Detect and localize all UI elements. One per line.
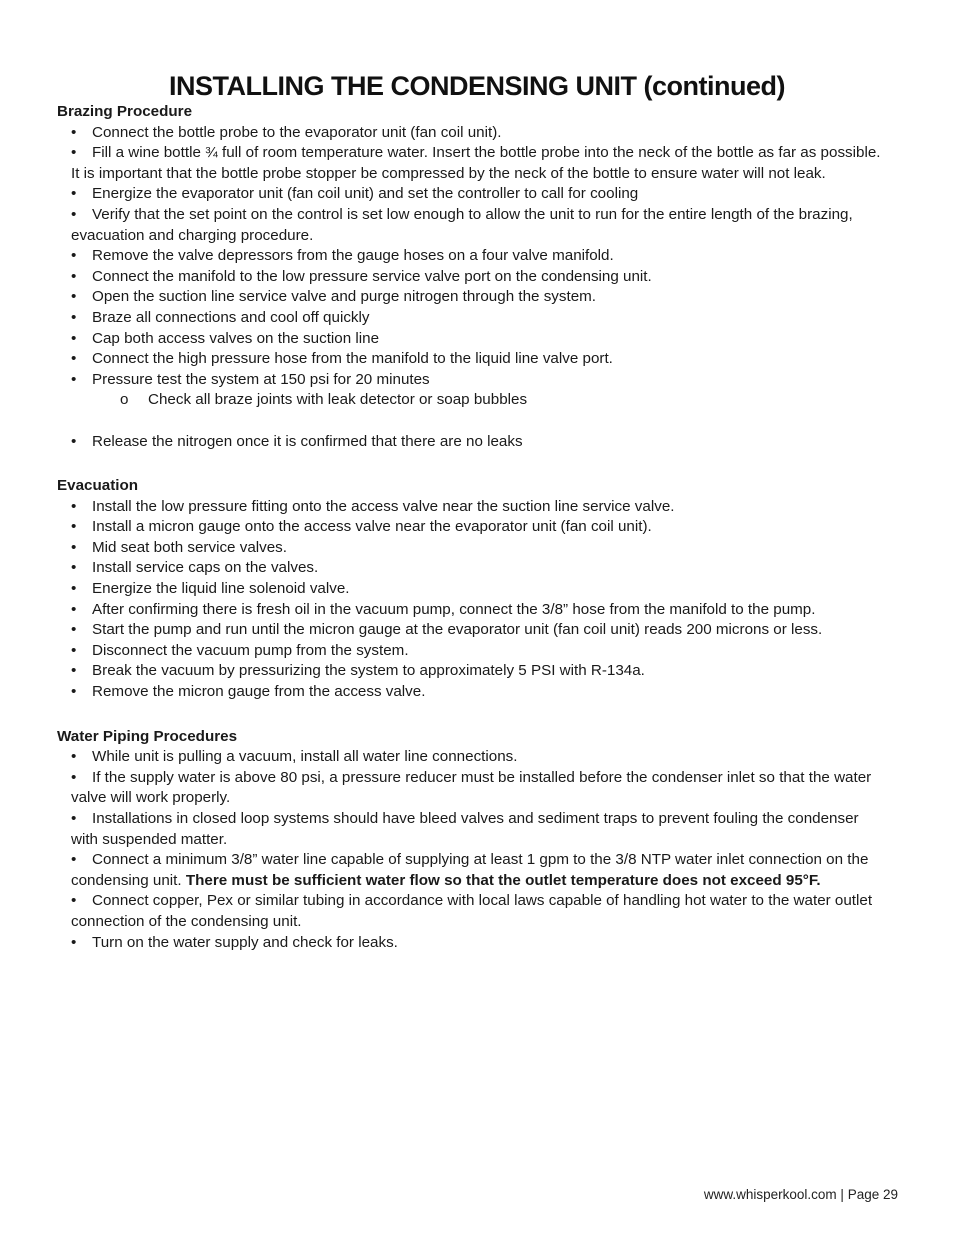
list-item: • Break the vacuum by pressurizing the system to approximately 5 PSI with R-134a. xyxy=(57,661,887,682)
list-item: • Disconnect the vacuum pump from the system. xyxy=(57,641,887,662)
list-item: • Open the suction line service valve and purge nitrogen through the system. xyxy=(57,287,887,308)
list-item: • Verify that the set point on the control is set low enough to allow the unit to run for the entire length of the brazing, evacuation and charging procedure. xyxy=(71,205,853,244)
sub-list-item: o Check all braze joints with leak detector or soap bubbles xyxy=(57,390,887,411)
evacuation-list xyxy=(57,497,887,703)
bullet-icon: • xyxy=(71,205,77,223)
bullet-icon: • xyxy=(71,350,77,368)
list-item: • Start the pump and run until the micron gauge at the evaporator unit (fan coil unit) reads 200 microns or less. xyxy=(57,620,887,641)
bullet-icon: • xyxy=(71,144,77,162)
bullet-icon: • xyxy=(71,185,77,203)
list-item: • Mid seat both service valves. xyxy=(57,538,887,559)
list-item: • Connect copper, Pex or similar tubing in accordance with local laws capable of handling hot water to the water outlet connection of the condensing unit. xyxy=(71,892,873,930)
list-item: • Braze all connections and cool off quickly xyxy=(57,308,887,329)
list-item: • After confirming there is fresh oil in the vacuum pump, connect the 3/8” hose from the manifold to the pump. xyxy=(57,600,887,621)
list-item: • Energize the evaporator unit (fan coil unit) and set the controller to call for cooling xyxy=(57,184,887,205)
list-item: • Install the low pressure fitting onto the access valve near the suction line service valve. xyxy=(57,497,887,518)
bullet-icon: • xyxy=(71,518,77,536)
section-gap xyxy=(57,703,887,727)
sub-bullet-icon: o xyxy=(120,391,129,409)
section-heading-brazing: Brazing Procedure xyxy=(57,103,193,120)
water-piping-list xyxy=(57,747,887,953)
section-heading-water-piping: Water Piping Procedures xyxy=(57,727,238,745)
bullet-icon: • xyxy=(71,288,77,306)
list-item: • If the supply water is above 80 psi, a pressure reducer must be installed before the condenser inlet so that the water valve will work properly. xyxy=(71,768,872,807)
bullet-icon: • xyxy=(71,683,77,701)
list-item: • Pressure test the system at 150 psi for 20 minutes xyxy=(57,370,887,391)
list-item: • Remove the micron gauge from the access valve. xyxy=(57,682,887,703)
bullet-icon: • xyxy=(71,308,77,326)
warning-text: There must be sufficient water flow so that the outlet temperature does not exceed 95°F. xyxy=(185,871,821,889)
list-item: • Energize the liquid line solenoid valve. xyxy=(57,579,887,600)
section-gap xyxy=(57,452,887,476)
section-heading-evacuation: Evacuation xyxy=(57,477,139,495)
bullet-icon: • xyxy=(71,329,77,347)
bullet-icon: • xyxy=(71,432,77,450)
list-item: • Installations in closed loop systems should have bleed valves and sediment traps to prevent fouling the condenser with suspended matter. xyxy=(71,810,859,848)
list-item: • Turn on the water supply and check for leaks. xyxy=(57,933,887,954)
list-item: • Remove the valve depressors from the gauge hoses on a four valve manifold. xyxy=(57,246,887,267)
bullet-icon: • xyxy=(71,580,77,598)
list-item: • While unit is pulling a vacuum, install all water line connections. xyxy=(57,747,887,768)
document-body xyxy=(57,102,887,953)
bullet-icon: • xyxy=(71,810,77,827)
bullet-icon: • xyxy=(71,247,77,265)
list-item: • Connect the high pressure hose from the manifold to the liquid line valve port. xyxy=(57,349,887,370)
bullet-icon: • xyxy=(71,370,77,388)
list-item: • Connect a minimum 3/8” water line capable of supplying at least 1 gpm to the 3/8 NTP water inlet connection on the condensing unit. There must be sufficient water flow so that the outlet temperature does not exceed 95°F. xyxy=(71,851,869,889)
list-item: • Cap both access valves on the suction line xyxy=(57,329,887,350)
bullet-icon: • xyxy=(71,748,77,766)
bullet-icon: • xyxy=(71,641,77,659)
bullet-icon: • xyxy=(71,662,77,680)
list-item: • Fill a wine bottle ¾ full of room temperature water. Insert the bottle probe into the neck of the bottle as far as possible. It is important that the bottle probe stopper be compressed by the neck of the bottle to ensure water will not leak. xyxy=(71,144,881,182)
page-title: INSTALLING THE CONDENSING UNIT (continued) xyxy=(169,71,785,102)
list-item: • Connect the bottle probe to the evaporator unit (fan coil unit). xyxy=(57,123,887,144)
bullet-icon: • xyxy=(71,123,77,141)
list-item: • Install service caps on the valves. xyxy=(57,558,887,579)
bullet-icon: • xyxy=(71,621,77,639)
bullet-icon: • xyxy=(71,497,77,515)
bullet-icon: • xyxy=(71,267,77,285)
page-footer: www.whisperkool.com | Page 29 xyxy=(703,1187,898,1202)
brazing-list xyxy=(57,123,887,453)
bullet-icon: • xyxy=(71,600,77,618)
bullet-icon: • xyxy=(71,559,77,577)
bullet-icon: • xyxy=(71,768,77,786)
spacer xyxy=(57,411,887,432)
list-item: • Connect the manifold to the low pressure service valve port on the condensing unit. xyxy=(57,267,887,288)
bullet-icon: • xyxy=(71,933,77,951)
list-item: • Release the nitrogen once it is confirmed that there are no leaks xyxy=(57,432,887,453)
list-item: • Install a micron gauge onto the access valve near the evaporator unit (fan coil unit). xyxy=(57,517,887,538)
bullet-icon: • xyxy=(71,892,77,910)
bullet-icon: • xyxy=(71,538,77,556)
bullet-icon: • xyxy=(71,851,77,869)
